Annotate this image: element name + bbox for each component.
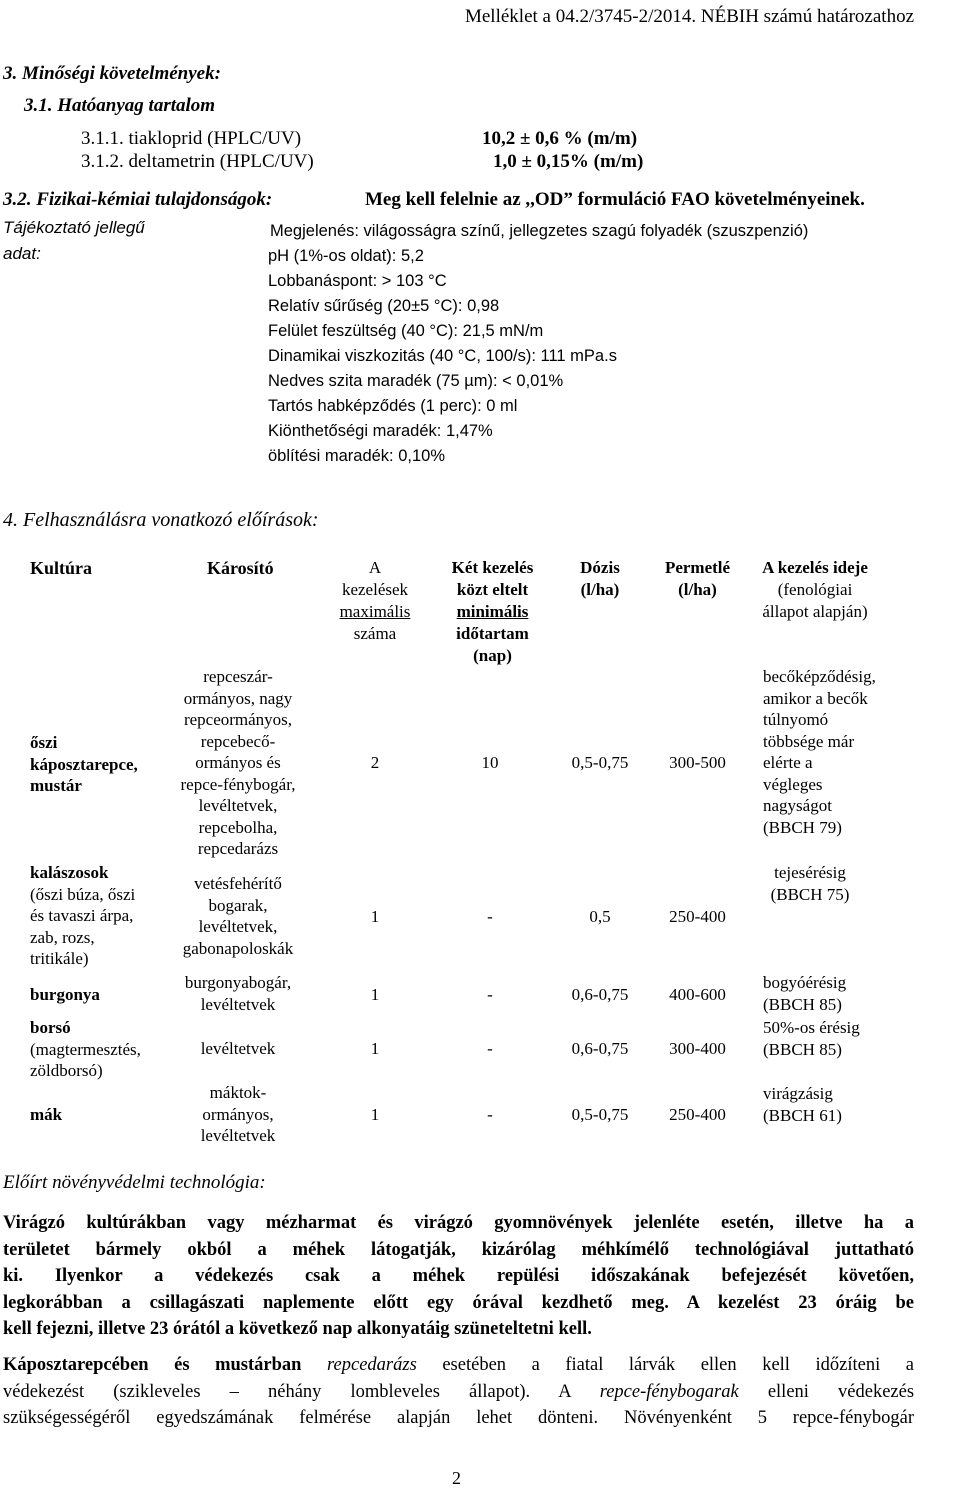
timing-line: (BBCH 75) bbox=[770, 884, 850, 904]
crop-line: káposztarepce, bbox=[30, 754, 138, 774]
timing-cell bbox=[755, 862, 865, 905]
header-line: (fenológiai bbox=[777, 580, 853, 599]
header-max-treatments bbox=[325, 557, 425, 645]
ingredient-label: 3.1.2. deltametrin (HPLC/UV) bbox=[81, 151, 314, 172]
timing-line: (BBCH 85) bbox=[763, 1039, 842, 1059]
header-line: (l/ha) bbox=[580, 580, 620, 599]
crop-cell bbox=[30, 732, 138, 797]
crop-line: kalászosok bbox=[30, 863, 109, 882]
crop-line: tritikále) bbox=[30, 949, 89, 968]
crop-line: mustár bbox=[30, 776, 82, 795]
paragraph-line: kell fejezni, illetve 23 órától a következő nap alkonyatáig szüneteltetni kell. bbox=[3, 1319, 592, 1339]
timing-line: többsége már bbox=[763, 731, 855, 751]
property-line: Nedves szita maradék (75 µm): < 0,01% bbox=[268, 372, 564, 390]
max-treatments-value: 1 bbox=[370, 1039, 380, 1058]
crop-cell bbox=[30, 1104, 62, 1126]
technology-title: Előírt növényvédelmi technológia: bbox=[3, 1172, 266, 1193]
pest-line: gabonapoloskák bbox=[182, 938, 294, 958]
section-3-2-title: 3.2. Fizikai-kémiai tulajdonságok: bbox=[3, 189, 273, 210]
header-line: közt eltelt bbox=[456, 580, 529, 599]
paragraph-line: ki. Ilyenkor a védekezés csak a méhek repülési időszakának befejezését követően, bbox=[3, 1266, 914, 1286]
timing-cell bbox=[763, 972, 846, 1015]
dose-value: 0,6-0,75 bbox=[571, 1039, 629, 1058]
dose-value: 0,5-0,75 bbox=[571, 753, 629, 772]
header-dose bbox=[560, 557, 640, 601]
header-line: A bbox=[368, 558, 382, 577]
crop-line: mák bbox=[30, 1105, 63, 1124]
timing-line: amikor a becők bbox=[763, 688, 868, 708]
timing-line: elérte a bbox=[763, 753, 813, 772]
property-line: Felület feszültség (40 °C): 21,5 mN/m bbox=[268, 322, 544, 340]
pest-cell bbox=[168, 666, 308, 860]
pest-line: repceormányos, bbox=[183, 710, 293, 729]
pest-line: ormányos, bbox=[202, 1104, 274, 1124]
header-line: száma bbox=[353, 624, 397, 643]
pest-line: ormányos, nagy bbox=[183, 688, 293, 708]
pest-line: levéltetvek bbox=[200, 1126, 276, 1145]
crop-line: és tavaszi árpa, bbox=[30, 906, 134, 925]
section-3-1-title: 3.1. Hatóanyag tartalom bbox=[24, 95, 216, 116]
info-label: adat: bbox=[3, 244, 41, 263]
crop-cell bbox=[30, 1017, 141, 1082]
interval-value: - bbox=[487, 907, 493, 926]
timing-cell bbox=[763, 1083, 842, 1126]
crop-line: őszi bbox=[30, 733, 58, 752]
property-line: Kiönthetőségi maradék: 1,47% bbox=[268, 422, 493, 440]
max-treatments-value: 1 bbox=[370, 985, 380, 1004]
paragraph-text: elleni védekezés bbox=[767, 1381, 915, 1402]
pest-line: levéltetvek, bbox=[198, 796, 278, 815]
pest-line: levéltetvek, bbox=[198, 917, 278, 936]
timing-line: végleges bbox=[763, 774, 823, 794]
interval-value: - bbox=[487, 985, 493, 1004]
ingredient-value: 10,2 ± 0,6 % (m/m) bbox=[482, 128, 638, 149]
interval-value: - bbox=[487, 1105, 493, 1124]
header-line: (l/ha) bbox=[678, 580, 717, 599]
dose-value: 0,5-0,75 bbox=[571, 1105, 629, 1124]
crop-line: (őszi búza, őszi bbox=[30, 884, 136, 904]
technology-paragraph bbox=[3, 1210, 914, 1343]
timing-line: becőképződésig, bbox=[763, 667, 876, 686]
ingredient-label: 3.1.1. tiakloprid (HPLC/UV) bbox=[81, 128, 302, 149]
pest-line: levéltetvek bbox=[200, 1039, 276, 1058]
pest-cell bbox=[168, 1038, 308, 1060]
paragraph-text: védekezést (szikleveles – néhány lombleveles állapot). A bbox=[3, 1381, 571, 1402]
timing-line: (BBCH 85) bbox=[763, 994, 842, 1014]
timing-line: 50%-os érésig bbox=[763, 1018, 860, 1037]
property-line: Dinamikai viszkozitás (40 °C, 100/s): 111 mPa.s bbox=[268, 347, 617, 365]
paragraph-line bbox=[3, 1352, 914, 1379]
section-3-title: 3. Minőségi követelmények: bbox=[3, 63, 221, 84]
paragraph-line bbox=[3, 1379, 914, 1406]
pest-line: máktok- bbox=[209, 1083, 267, 1102]
property-line: Tartós habképződés (1 perc): 0 ml bbox=[268, 397, 518, 415]
max-treatments-value: 1 bbox=[370, 907, 380, 926]
section-4-title: 4. Felhasználásra vonatkozó előírások: bbox=[3, 509, 319, 531]
info-label: Tájékoztató jellegű bbox=[3, 218, 145, 237]
pest-line: repceszár- bbox=[203, 667, 273, 686]
section-3-2-requirement: Meg kell felelnie az ,,OD” formuláció FAO követelményeinek. bbox=[365, 189, 865, 210]
header-karosito: Károsító bbox=[207, 558, 274, 578]
paragraph-italic: repcedarázs bbox=[327, 1355, 417, 1375]
interval-value: - bbox=[487, 1039, 493, 1058]
crop-line: borsó bbox=[30, 1018, 71, 1037]
paragraph-bold: Káposztarepcében és mustárban bbox=[3, 1355, 302, 1375]
pest-line: burgonyabogár, bbox=[184, 973, 292, 992]
timing-line: nagyságot bbox=[763, 796, 832, 815]
paragraph-text: esetében a fiatal lárvák ellen kell időzíteni a bbox=[442, 1355, 914, 1375]
pest-line: repce-fénybogár, bbox=[180, 774, 296, 794]
timing-line: virágzásig bbox=[763, 1084, 833, 1103]
pest-cell bbox=[168, 972, 308, 1015]
timing-line: (BBCH 79) bbox=[763, 817, 842, 837]
pest-cell bbox=[168, 873, 308, 959]
paragraph-line: Virágzó kultúrákban vagy mézharmat és virágzó gyomnövények jelenléte esetén, illetve ha a bbox=[3, 1213, 914, 1233]
timing-line: tejesérésig bbox=[774, 863, 846, 882]
properties-list bbox=[268, 219, 808, 469]
spray-value: 250-400 bbox=[669, 1105, 726, 1124]
pest-line: bogarak, bbox=[208, 895, 268, 915]
property-line: Lobbanáspont: > 103 °C bbox=[268, 272, 447, 290]
spray-value: 300-500 bbox=[669, 753, 726, 772]
header-line: időtartam bbox=[456, 624, 529, 643]
max-treatments-value: 1 bbox=[370, 1105, 380, 1124]
crop-line: zöldborsó) bbox=[30, 1061, 103, 1080]
header-kultura: Kultúra bbox=[30, 558, 93, 578]
timing-line: bogyóérésig bbox=[763, 973, 847, 992]
paragraph-line: legkorábban a csillagászati naplemente előtt egy órával kezdhető meg. A kezelést 23 óráig be bbox=[3, 1292, 914, 1313]
max-treatments-value: 2 bbox=[370, 753, 380, 772]
spray-value: 400-600 bbox=[669, 985, 726, 1004]
spray-value: 250-400 bbox=[669, 907, 726, 926]
pest-cell bbox=[168, 1082, 308, 1147]
timing-line: túlnyomó bbox=[763, 710, 829, 729]
paragraph-line: területet bármely okból a méhek látogatják, kizárólag méhkímélő technológiával juttatható bbox=[3, 1239, 914, 1260]
pest-line: repcebecő- bbox=[200, 731, 276, 751]
header-line: állapot alapján) bbox=[762, 602, 868, 621]
header-spray-volume bbox=[650, 557, 745, 601]
header-line: (nap) bbox=[473, 646, 512, 665]
dose-value: 0,6-0,75 bbox=[571, 985, 629, 1004]
crop-line: zab, rozs, bbox=[30, 927, 95, 947]
header-line: minimális bbox=[456, 602, 529, 621]
header-line: maximális bbox=[339, 602, 411, 621]
header-line: A kezelés ideje bbox=[762, 558, 868, 577]
property-line: öblítési maradék: 0,10% bbox=[268, 447, 446, 465]
pest-line: ormányos és bbox=[195, 753, 281, 772]
page-number: 2 bbox=[452, 1468, 461, 1488]
timing-cell bbox=[763, 666, 876, 838]
property-line: Megjelenés: világosságra színű, jellegzetes szagú folyadék (szuszpenzió) bbox=[270, 222, 809, 240]
crop-line: burgonya bbox=[30, 985, 100, 1004]
property-line: Relatív sűrűség (20±5 °C): 0,98 bbox=[268, 297, 500, 315]
pest-line: repcedarázs bbox=[197, 839, 279, 858]
rapeseed-paragraph bbox=[3, 1352, 914, 1432]
crop-cell bbox=[30, 984, 100, 1006]
dose-value: 0,5 bbox=[589, 907, 611, 926]
interval-value: 10 bbox=[481, 753, 499, 772]
header-line: kezelések bbox=[341, 580, 409, 599]
pest-line: repcebolha, bbox=[198, 817, 278, 837]
header-line: Két kezelés bbox=[451, 558, 534, 577]
pest-line: levéltetvek bbox=[200, 994, 276, 1014]
spray-value: 300-400 bbox=[669, 1039, 726, 1058]
timing-cell bbox=[763, 1017, 860, 1060]
crop-cell bbox=[30, 862, 135, 970]
header-line: Dózis bbox=[580, 558, 620, 577]
ingredient-value: 1,0 ± 0,15% (m/m) bbox=[493, 151, 644, 172]
header-interval bbox=[435, 557, 550, 667]
timing-line: (BBCH 61) bbox=[763, 1105, 842, 1125]
crop-line: (magtermesztés, bbox=[30, 1039, 141, 1059]
pest-line: vetésfehérítő bbox=[194, 874, 282, 893]
header-line: Permetlé bbox=[664, 558, 731, 577]
page-header: Melléklet a 04.2/3745-2/2014. NÉBIH számú határozathoz bbox=[464, 6, 914, 27]
header-timing bbox=[755, 557, 875, 623]
property-line: pH (1%-os oldat): 5,2 bbox=[268, 247, 424, 265]
paragraph-line: szükségességéről egyedszámának felmérése alapján lehet dönteni. Növényenként 5 repce-fénybogár bbox=[3, 1408, 914, 1428]
paragraph-italic: repce-fénybogarak bbox=[599, 1381, 739, 1402]
